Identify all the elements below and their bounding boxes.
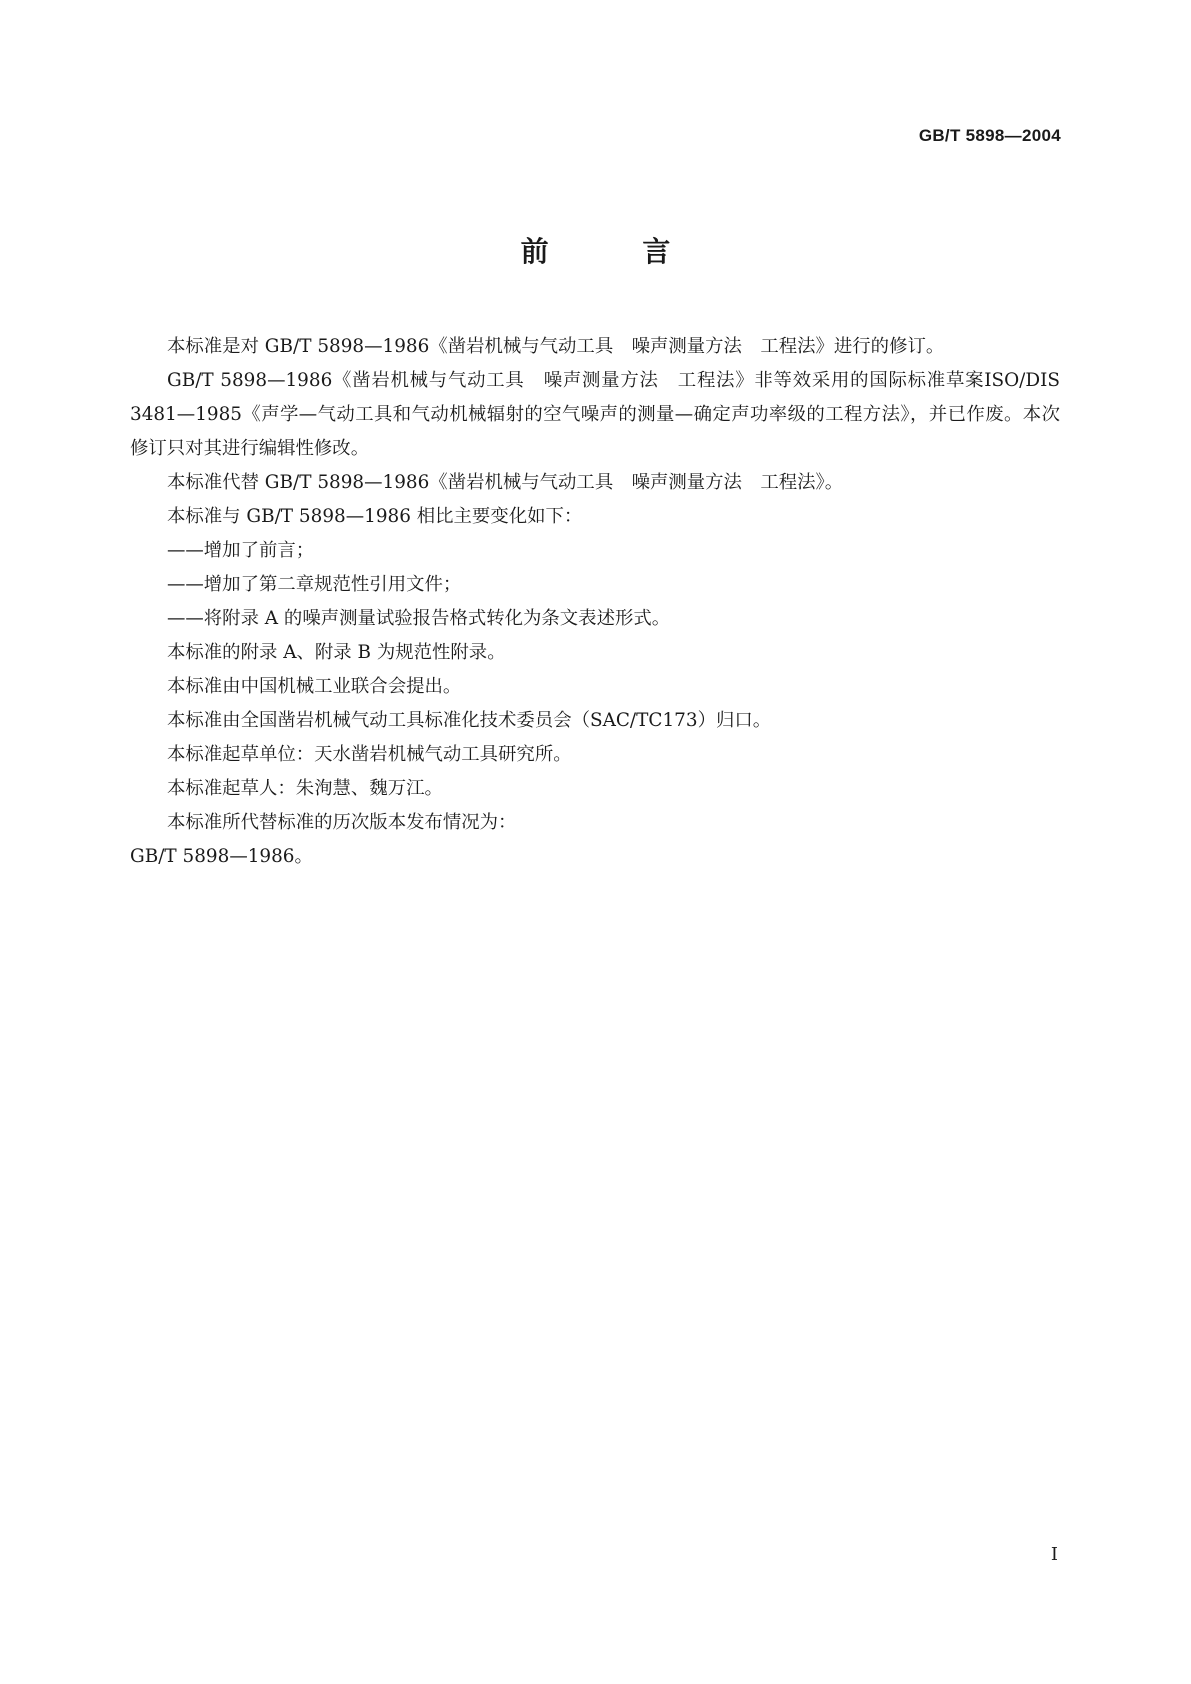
paragraph-annexes: 本标准的附录 A、附录 B 为规范性附录。: [167, 642, 506, 663]
paragraph-history-version: GB/T 5898—1986。: [130, 846, 313, 867]
standard-code: GB/T 5898—2004: [918, 126, 1061, 145]
change-item-foreword: ——增加了前言；: [167, 540, 315, 561]
change-item-normative-refs: ——增加了第二章规范性引用文件；: [167, 574, 462, 595]
change-item-annex-a: ——将附录 A 的噪声测量试验报告格式转化为条文表述形式。: [167, 608, 671, 629]
paragraph-revision: 本标准是对 GB/T 5898—1986《凿岩机械与气动工具 噪声测量方法 工程法》进行的修订。: [167, 336, 945, 357]
foreword-body: [130, 330, 1060, 874]
page-title: 前 言: [520, 235, 713, 268]
paragraph-proposed-by: 本标准由中国机械工业联合会提出。: [167, 676, 462, 697]
paragraph-adoption: GB/T 5898—1986《凿岩机械与气动工具 噪声测量方法 工程法》非等效采用的国际标准草案ISO/DIS 3481—1985《声学—气动工具和气动机械辐射的空气噪声的测量—确定声功率级的工程方法》，并已作废。本次修订只对其进行编辑性修改。: [130, 370, 1060, 459]
page-number: I: [1050, 1544, 1058, 1565]
paragraph-changes-intro: 本标准与 GB/T 5898—1986 相比主要变化如下：: [167, 506, 583, 527]
paragraph-replaces: 本标准代替 GB/T 5898—1986《凿岩机械与气动工具 噪声测量方法 工程法》。: [167, 472, 844, 493]
paragraph-under-jurisdiction: 本标准由全国凿岩机械气动工具标准化技术委员会（SAC/TC173）归口。: [167, 710, 772, 731]
paragraph-drafters: 本标准起草人：朱洵慧、魏万江。: [167, 778, 443, 799]
paragraph-drafting-unit: 本标准起草单位：天水凿岩机械气动工具研究所。: [167, 744, 572, 765]
paragraph-history-intro: 本标准所代替标准的历次版本发布情况为：: [167, 812, 517, 833]
